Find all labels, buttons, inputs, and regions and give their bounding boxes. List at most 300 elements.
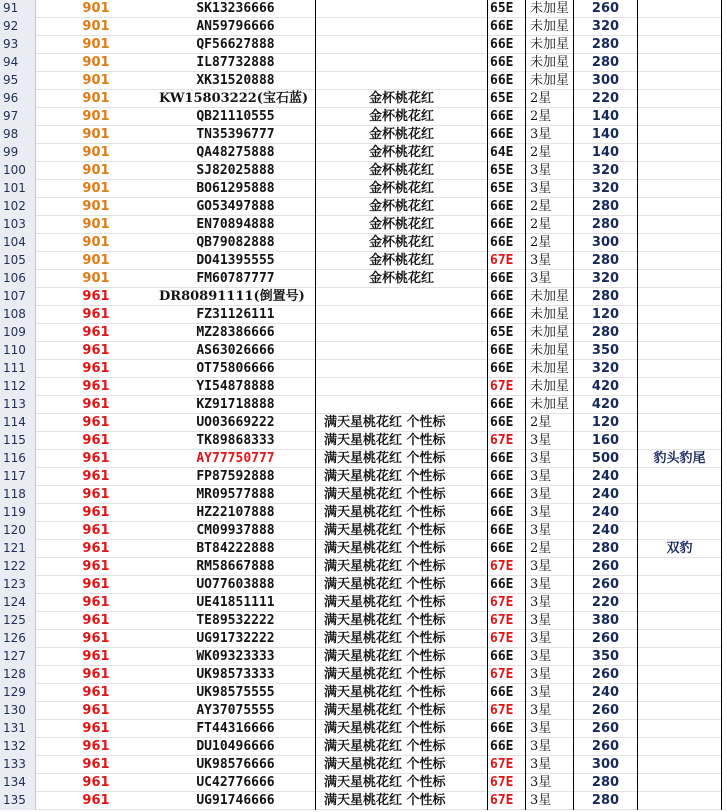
table-row[interactable] bbox=[0, 720, 722, 738]
row-number[interactable]: 105 bbox=[0, 252, 36, 270]
style-cell[interactable]: 金杯桃花红 bbox=[316, 216, 488, 234]
size-cell[interactable]: 66E bbox=[488, 18, 526, 36]
series-cell[interactable]: 961 bbox=[82, 289, 110, 304]
table-row[interactable] bbox=[0, 36, 722, 54]
star-rating-cell[interactable]: 3星 bbox=[526, 432, 574, 450]
note-cell[interactable]: 双豹 bbox=[638, 540, 722, 558]
style-cell[interactable] bbox=[316, 0, 488, 18]
table-row[interactable] bbox=[0, 558, 722, 576]
series-cell[interactable]: 961 bbox=[82, 631, 110, 646]
style-cell[interactable]: 金杯桃花红 bbox=[316, 162, 488, 180]
serial-number-cell[interactable]: DO41395555 bbox=[156, 252, 316, 270]
price-cell[interactable]: 260 bbox=[574, 702, 638, 720]
row-number[interactable]: 112 bbox=[0, 378, 36, 396]
row-number[interactable]: 91 bbox=[0, 0, 36, 18]
size-cell[interactable]: 67E bbox=[488, 252, 526, 270]
table-row[interactable] bbox=[0, 396, 722, 414]
serial-number-cell[interactable]: KZ91718888 bbox=[156, 396, 316, 414]
row-number[interactable]: 132 bbox=[0, 738, 36, 756]
note-cell[interactable] bbox=[638, 360, 722, 378]
series-cell[interactable]: 901 bbox=[82, 253, 110, 268]
table-row[interactable] bbox=[0, 180, 722, 198]
price-cell[interactable]: 240 bbox=[574, 486, 638, 504]
star-rating-cell[interactable]: 3星 bbox=[526, 702, 574, 720]
series-cell[interactable]: 961 bbox=[82, 685, 110, 700]
table-row[interactable] bbox=[0, 702, 722, 720]
row-number[interactable]: 133 bbox=[0, 756, 36, 774]
serial-number-cell[interactable]: TN35396777 bbox=[156, 126, 316, 144]
style-cell[interactable]: 满天星桃花红 个性标 bbox=[316, 720, 488, 738]
table-row[interactable] bbox=[0, 342, 722, 360]
series-cell[interactable]: 901 bbox=[82, 127, 110, 142]
star-rating-cell[interactable]: 3星 bbox=[526, 774, 574, 792]
star-rating-cell[interactable]: 未加星 bbox=[526, 72, 574, 90]
note-cell[interactable] bbox=[638, 216, 722, 234]
style-cell[interactable]: 满天星桃花红 个性标 bbox=[316, 432, 488, 450]
note-cell[interactable] bbox=[638, 270, 722, 288]
style-cell[interactable] bbox=[316, 36, 488, 54]
serial-number-cell[interactable]: UK98575555 bbox=[156, 684, 316, 702]
price-cell[interactable]: 350 bbox=[574, 342, 638, 360]
price-cell[interactable]: 140 bbox=[574, 144, 638, 162]
size-cell[interactable]: 67E bbox=[488, 792, 526, 810]
serial-number-cell[interactable]: YI54878888 bbox=[156, 378, 316, 396]
size-cell[interactable]: 66E bbox=[488, 414, 526, 432]
series-cell[interactable]: 961 bbox=[82, 469, 110, 484]
note-cell[interactable] bbox=[638, 792, 722, 810]
star-rating-cell[interactable]: 未加星 bbox=[526, 378, 574, 396]
table-row[interactable] bbox=[0, 360, 722, 378]
series-cell[interactable]: 961 bbox=[82, 595, 110, 610]
serial-number-cell[interactable]: FZ31126111 bbox=[156, 306, 316, 324]
size-cell[interactable]: 66E bbox=[488, 468, 526, 486]
star-rating-cell[interactable]: 3星 bbox=[526, 684, 574, 702]
serial-number-cell[interactable]: BT84222888 bbox=[156, 540, 316, 558]
note-cell[interactable] bbox=[638, 666, 722, 684]
serial-number-cell[interactable]: HZ22107888 bbox=[156, 504, 316, 522]
row-number[interactable]: 101 bbox=[0, 180, 36, 198]
series-cell[interactable]: 961 bbox=[82, 667, 110, 682]
price-cell[interactable]: 320 bbox=[574, 18, 638, 36]
series-cell[interactable]: 961 bbox=[82, 379, 110, 394]
note-cell[interactable] bbox=[638, 468, 722, 486]
row-number[interactable]: 109 bbox=[0, 324, 36, 342]
serial-number-cell[interactable]: AS63026666 bbox=[156, 342, 316, 360]
size-cell[interactable]: 66E bbox=[488, 108, 526, 126]
serial-number-cell[interactable]: TK89868333 bbox=[156, 432, 316, 450]
row-number[interactable]: 114 bbox=[0, 414, 36, 432]
note-cell[interactable] bbox=[638, 504, 722, 522]
size-cell[interactable]: 66E bbox=[488, 576, 526, 594]
style-cell[interactable]: 金杯桃花红 bbox=[316, 180, 488, 198]
note-cell[interactable] bbox=[638, 486, 722, 504]
table-row[interactable] bbox=[0, 108, 722, 126]
row-number[interactable]: 108 bbox=[0, 306, 36, 324]
note-cell[interactable] bbox=[638, 576, 722, 594]
series-cell[interactable]: 961 bbox=[82, 397, 110, 412]
series-cell[interactable]: 901 bbox=[82, 91, 110, 106]
size-cell[interactable]: 67E bbox=[488, 630, 526, 648]
row-number[interactable]: 111 bbox=[0, 360, 36, 378]
serial-number-cell[interactable]: RM58667888 bbox=[156, 558, 316, 576]
serial-number-cell[interactable]: GO53497888 bbox=[156, 198, 316, 216]
size-cell[interactable]: 65E bbox=[488, 162, 526, 180]
star-rating-cell[interactable]: 未加星 bbox=[526, 342, 574, 360]
row-number[interactable]: 121 bbox=[0, 540, 36, 558]
note-cell[interactable] bbox=[638, 0, 722, 18]
table-row[interactable] bbox=[0, 450, 722, 468]
price-cell[interactable]: 260 bbox=[574, 630, 638, 648]
price-cell[interactable]: 260 bbox=[574, 720, 638, 738]
serial-number-cell[interactable]: AY77750777 bbox=[156, 450, 316, 468]
serial-number-cell[interactable]: UG91732222 bbox=[156, 630, 316, 648]
star-rating-cell[interactable]: 3星 bbox=[526, 180, 574, 198]
series-cell[interactable]: 901 bbox=[82, 163, 110, 178]
size-cell[interactable]: 66E bbox=[488, 720, 526, 738]
style-cell[interactable]: 满天星桃花红 个性标 bbox=[316, 666, 488, 684]
size-cell[interactable]: 64E bbox=[488, 144, 526, 162]
size-cell[interactable]: 67E bbox=[488, 378, 526, 396]
star-rating-cell[interactable]: 未加星 bbox=[526, 324, 574, 342]
row-number[interactable]: 134 bbox=[0, 774, 36, 792]
star-rating-cell[interactable]: 3星 bbox=[526, 792, 574, 810]
star-rating-cell[interactable]: 2星 bbox=[526, 108, 574, 126]
row-number[interactable]: 115 bbox=[0, 432, 36, 450]
star-rating-cell[interactable]: 2星 bbox=[526, 144, 574, 162]
note-cell[interactable] bbox=[638, 720, 722, 738]
style-cell[interactable]: 满天星桃花红 个性标 bbox=[316, 558, 488, 576]
star-rating-cell[interactable]: 3星 bbox=[526, 756, 574, 774]
table-row[interactable] bbox=[0, 612, 722, 630]
size-cell[interactable]: 66E bbox=[488, 198, 526, 216]
size-cell[interactable]: 66E bbox=[488, 684, 526, 702]
row-number[interactable]: 126 bbox=[0, 630, 36, 648]
note-cell[interactable] bbox=[638, 774, 722, 792]
style-cell[interactable] bbox=[316, 396, 488, 414]
table-row[interactable] bbox=[0, 648, 722, 666]
size-cell[interactable]: 66E bbox=[488, 36, 526, 54]
series-cell[interactable]: 901 bbox=[82, 181, 110, 196]
note-cell[interactable] bbox=[638, 324, 722, 342]
table-row[interactable] bbox=[0, 324, 722, 342]
size-cell[interactable]: 66E bbox=[488, 540, 526, 558]
price-cell[interactable]: 320 bbox=[574, 180, 638, 198]
price-cell[interactable]: 260 bbox=[574, 558, 638, 576]
table-row[interactable] bbox=[0, 18, 722, 36]
star-rating-cell[interactable]: 3星 bbox=[526, 720, 574, 738]
row-number[interactable]: 118 bbox=[0, 486, 36, 504]
size-cell[interactable]: 66E bbox=[488, 486, 526, 504]
price-cell[interactable]: 280 bbox=[574, 792, 638, 810]
style-cell[interactable]: 满天星桃花红 个性标 bbox=[316, 594, 488, 612]
style-cell[interactable]: 满天星桃花红 个性标 bbox=[316, 738, 488, 756]
style-cell[interactable] bbox=[316, 360, 488, 378]
table-row[interactable] bbox=[0, 288, 722, 306]
row-number[interactable]: 106 bbox=[0, 270, 36, 288]
price-cell[interactable]: 140 bbox=[574, 108, 638, 126]
price-cell[interactable]: 220 bbox=[574, 594, 638, 612]
row-number[interactable]: 97 bbox=[0, 108, 36, 126]
series-cell[interactable]: 901 bbox=[82, 217, 110, 232]
table-row[interactable] bbox=[0, 576, 722, 594]
serial-number-cell[interactable]: FM60787777 bbox=[156, 270, 316, 288]
table-row[interactable] bbox=[0, 270, 722, 288]
serial-number-cell[interactable]: XK31520888 bbox=[156, 72, 316, 90]
table-row[interactable] bbox=[0, 90, 722, 108]
row-number[interactable]: 125 bbox=[0, 612, 36, 630]
row-number[interactable]: 94 bbox=[0, 54, 36, 72]
style-cell[interactable]: 满天星桃花红 个性标 bbox=[316, 540, 488, 558]
series-cell[interactable]: 961 bbox=[82, 325, 110, 340]
series-cell[interactable]: 901 bbox=[82, 109, 110, 124]
style-cell[interactable]: 满天星桃花红 个性标 bbox=[316, 684, 488, 702]
series-cell[interactable]: 961 bbox=[82, 505, 110, 520]
size-cell[interactable]: 66E bbox=[488, 270, 526, 288]
note-cell[interactable] bbox=[638, 306, 722, 324]
style-cell[interactable]: 满天星桃花红 个性标 bbox=[316, 486, 488, 504]
price-cell[interactable]: 300 bbox=[574, 234, 638, 252]
size-cell[interactable]: 65E bbox=[488, 0, 526, 18]
serial-number-cell[interactable]: MR09577888 bbox=[156, 486, 316, 504]
note-cell[interactable] bbox=[638, 594, 722, 612]
price-cell[interactable]: 280 bbox=[574, 774, 638, 792]
series-cell[interactable]: 901 bbox=[82, 145, 110, 160]
size-cell[interactable]: 67E bbox=[488, 666, 526, 684]
style-cell[interactable] bbox=[316, 378, 488, 396]
style-cell[interactable]: 金杯桃花红 bbox=[316, 126, 488, 144]
price-cell[interactable]: 300 bbox=[574, 756, 638, 774]
price-cell[interactable]: 140 bbox=[574, 126, 638, 144]
size-cell[interactable]: 66E bbox=[488, 126, 526, 144]
table-row[interactable] bbox=[0, 216, 722, 234]
style-cell[interactable]: 满天星桃花红 个性标 bbox=[316, 648, 488, 666]
row-number[interactable]: 107 bbox=[0, 288, 36, 306]
star-rating-cell[interactable]: 3星 bbox=[526, 630, 574, 648]
star-rating-cell[interactable]: 3星 bbox=[526, 738, 574, 756]
size-cell[interactable]: 65E bbox=[488, 90, 526, 108]
style-cell[interactable] bbox=[316, 288, 488, 306]
table-row[interactable] bbox=[0, 378, 722, 396]
row-number[interactable]: 99 bbox=[0, 144, 36, 162]
serial-number-cell[interactable]: KW15803222(宝石蓝) bbox=[156, 90, 316, 108]
series-cell[interactable]: 961 bbox=[82, 433, 110, 448]
note-cell[interactable] bbox=[638, 288, 722, 306]
style-cell[interactable]: 满天星桃花红 个性标 bbox=[316, 576, 488, 594]
style-cell[interactable]: 金杯桃花红 bbox=[316, 198, 488, 216]
note-cell[interactable] bbox=[638, 162, 722, 180]
serial-number-cell[interactable]: UO77603888 bbox=[156, 576, 316, 594]
series-cell[interactable]: 961 bbox=[82, 577, 110, 592]
size-cell[interactable]: 67E bbox=[488, 432, 526, 450]
series-cell[interactable]: 961 bbox=[82, 523, 110, 538]
series-cell[interactable]: 901 bbox=[82, 271, 110, 286]
star-rating-cell[interactable]: 3星 bbox=[526, 450, 574, 468]
size-cell[interactable]: 66E bbox=[488, 288, 526, 306]
note-cell[interactable] bbox=[638, 342, 722, 360]
style-cell[interactable]: 满天星桃花红 个性标 bbox=[316, 450, 488, 468]
table-row[interactable] bbox=[0, 504, 722, 522]
row-number[interactable]: 127 bbox=[0, 648, 36, 666]
star-rating-cell[interactable]: 3星 bbox=[526, 648, 574, 666]
star-rating-cell[interactable]: 3星 bbox=[526, 468, 574, 486]
size-cell[interactable]: 66E bbox=[488, 306, 526, 324]
style-cell[interactable]: 满天星桃花红 个性标 bbox=[316, 414, 488, 432]
style-cell[interactable]: 金杯桃花红 bbox=[316, 144, 488, 162]
series-cell[interactable]: 901 bbox=[82, 73, 110, 88]
star-rating-cell[interactable]: 未加星 bbox=[526, 0, 574, 18]
table-row[interactable] bbox=[0, 414, 722, 432]
table-row[interactable] bbox=[0, 72, 722, 90]
row-number[interactable]: 98 bbox=[0, 126, 36, 144]
serial-number-cell[interactable]: AY37075555 bbox=[156, 702, 316, 720]
style-cell[interactable]: 满天星桃花红 个性标 bbox=[316, 702, 488, 720]
note-cell[interactable] bbox=[638, 378, 722, 396]
row-number[interactable]: 124 bbox=[0, 594, 36, 612]
table-row[interactable] bbox=[0, 666, 722, 684]
row-number[interactable]: 131 bbox=[0, 720, 36, 738]
star-rating-cell[interactable]: 未加星 bbox=[526, 36, 574, 54]
price-cell[interactable]: 320 bbox=[574, 270, 638, 288]
price-cell[interactable]: 260 bbox=[574, 666, 638, 684]
series-cell[interactable]: 961 bbox=[82, 775, 110, 790]
series-cell[interactable]: 961 bbox=[82, 415, 110, 430]
price-cell[interactable]: 300 bbox=[574, 72, 638, 90]
serial-number-cell[interactable]: QB21110555 bbox=[156, 108, 316, 126]
note-cell[interactable] bbox=[638, 180, 722, 198]
table-row[interactable] bbox=[0, 0, 722, 18]
star-rating-cell[interactable]: 3星 bbox=[526, 558, 574, 576]
serial-number-cell[interactable]: UE41851111 bbox=[156, 594, 316, 612]
size-cell[interactable]: 66E bbox=[488, 216, 526, 234]
table-row[interactable] bbox=[0, 738, 722, 756]
row-number[interactable]: 116 bbox=[0, 450, 36, 468]
style-cell[interactable]: 满天星桃花红 个性标 bbox=[316, 630, 488, 648]
row-number[interactable]: 93 bbox=[0, 36, 36, 54]
star-rating-cell[interactable]: 未加星 bbox=[526, 18, 574, 36]
style-cell[interactable] bbox=[316, 306, 488, 324]
note-cell[interactable] bbox=[638, 522, 722, 540]
star-rating-cell[interactable]: 2星 bbox=[526, 234, 574, 252]
series-cell[interactable]: 901 bbox=[82, 19, 110, 34]
price-cell[interactable]: 420 bbox=[574, 378, 638, 396]
note-cell[interactable] bbox=[638, 198, 722, 216]
serial-number-cell[interactable]: CM09937888 bbox=[156, 522, 316, 540]
serial-number-cell[interactable]: UK98576666 bbox=[156, 756, 316, 774]
table-row[interactable] bbox=[0, 162, 722, 180]
price-cell[interactable]: 280 bbox=[574, 36, 638, 54]
serial-number-cell[interactable]: QF56627888 bbox=[156, 36, 316, 54]
price-cell[interactable]: 280 bbox=[574, 198, 638, 216]
table-row[interactable] bbox=[0, 774, 722, 792]
note-cell[interactable] bbox=[638, 18, 722, 36]
row-number[interactable]: 110 bbox=[0, 342, 36, 360]
price-cell[interactable]: 260 bbox=[574, 576, 638, 594]
size-cell[interactable]: 67E bbox=[488, 774, 526, 792]
price-cell[interactable]: 280 bbox=[574, 252, 638, 270]
size-cell[interactable]: 66E bbox=[488, 522, 526, 540]
serial-number-cell[interactable]: MZ28386666 bbox=[156, 324, 316, 342]
price-cell[interactable]: 280 bbox=[574, 324, 638, 342]
style-cell[interactable]: 金杯桃花红 bbox=[316, 108, 488, 126]
size-cell[interactable]: 66E bbox=[488, 342, 526, 360]
price-cell[interactable]: 380 bbox=[574, 612, 638, 630]
size-cell[interactable]: 66E bbox=[488, 738, 526, 756]
table-row[interactable] bbox=[0, 684, 722, 702]
price-cell[interactable]: 240 bbox=[574, 468, 638, 486]
row-number[interactable]: 100 bbox=[0, 162, 36, 180]
series-cell[interactable]: 961 bbox=[82, 451, 110, 466]
series-cell[interactable]: 961 bbox=[82, 559, 110, 574]
price-cell[interactable]: 240 bbox=[574, 504, 638, 522]
size-cell[interactable]: 67E bbox=[488, 594, 526, 612]
size-cell[interactable]: 65E bbox=[488, 180, 526, 198]
row-number[interactable]: 120 bbox=[0, 522, 36, 540]
table-row[interactable] bbox=[0, 486, 722, 504]
table-row[interactable] bbox=[0, 792, 722, 810]
series-cell[interactable]: 901 bbox=[82, 199, 110, 214]
size-cell[interactable]: 67E bbox=[488, 756, 526, 774]
style-cell[interactable] bbox=[316, 342, 488, 360]
row-number[interactable]: 135 bbox=[0, 792, 36, 810]
star-rating-cell[interactable]: 未加星 bbox=[526, 360, 574, 378]
table-row[interactable] bbox=[0, 198, 722, 216]
series-cell[interactable]: 961 bbox=[82, 541, 110, 556]
star-rating-cell[interactable]: 3星 bbox=[526, 594, 574, 612]
note-cell[interactable] bbox=[638, 72, 722, 90]
size-cell[interactable]: 66E bbox=[488, 360, 526, 378]
size-cell[interactable]: 66E bbox=[488, 450, 526, 468]
serial-number-cell[interactable]: UO03669222 bbox=[156, 414, 316, 432]
size-cell[interactable]: 66E bbox=[488, 504, 526, 522]
style-cell[interactable]: 满天星桃花红 个性标 bbox=[316, 468, 488, 486]
star-rating-cell[interactable]: 未加星 bbox=[526, 396, 574, 414]
row-number[interactable]: 122 bbox=[0, 558, 36, 576]
note-cell[interactable] bbox=[638, 90, 722, 108]
row-number[interactable]: 95 bbox=[0, 72, 36, 90]
price-cell[interactable]: 320 bbox=[574, 360, 638, 378]
row-number[interactable]: 130 bbox=[0, 702, 36, 720]
note-cell[interactable] bbox=[638, 252, 722, 270]
table-row[interactable] bbox=[0, 54, 722, 72]
table-row[interactable] bbox=[0, 540, 722, 558]
price-cell[interactable]: 220 bbox=[574, 90, 638, 108]
series-cell[interactable]: 901 bbox=[82, 1, 110, 16]
star-rating-cell[interactable]: 3星 bbox=[526, 504, 574, 522]
style-cell[interactable] bbox=[316, 18, 488, 36]
row-number[interactable]: 96 bbox=[0, 90, 36, 108]
note-cell[interactable] bbox=[638, 738, 722, 756]
star-rating-cell[interactable]: 3星 bbox=[526, 252, 574, 270]
star-rating-cell[interactable]: 3星 bbox=[526, 666, 574, 684]
style-cell[interactable]: 满天星桃花红 个性标 bbox=[316, 792, 488, 810]
row-number[interactable]: 103 bbox=[0, 216, 36, 234]
series-cell[interactable]: 901 bbox=[82, 55, 110, 70]
series-cell[interactable]: 961 bbox=[82, 793, 110, 808]
table-row[interactable] bbox=[0, 144, 722, 162]
note-cell[interactable] bbox=[638, 126, 722, 144]
serial-number-cell[interactable]: FT44316666 bbox=[156, 720, 316, 738]
serial-number-cell[interactable]: UK98573333 bbox=[156, 666, 316, 684]
serial-number-cell[interactable]: DU10496666 bbox=[156, 738, 316, 756]
style-cell[interactable]: 满天星桃花红 个性标 bbox=[316, 504, 488, 522]
series-cell[interactable]: 961 bbox=[82, 649, 110, 664]
series-cell[interactable]: 961 bbox=[82, 343, 110, 358]
price-cell[interactable]: 120 bbox=[574, 306, 638, 324]
star-rating-cell[interactable]: 3星 bbox=[526, 576, 574, 594]
series-cell[interactable]: 901 bbox=[82, 235, 110, 250]
note-cell[interactable] bbox=[638, 432, 722, 450]
series-cell[interactable]: 961 bbox=[82, 613, 110, 628]
